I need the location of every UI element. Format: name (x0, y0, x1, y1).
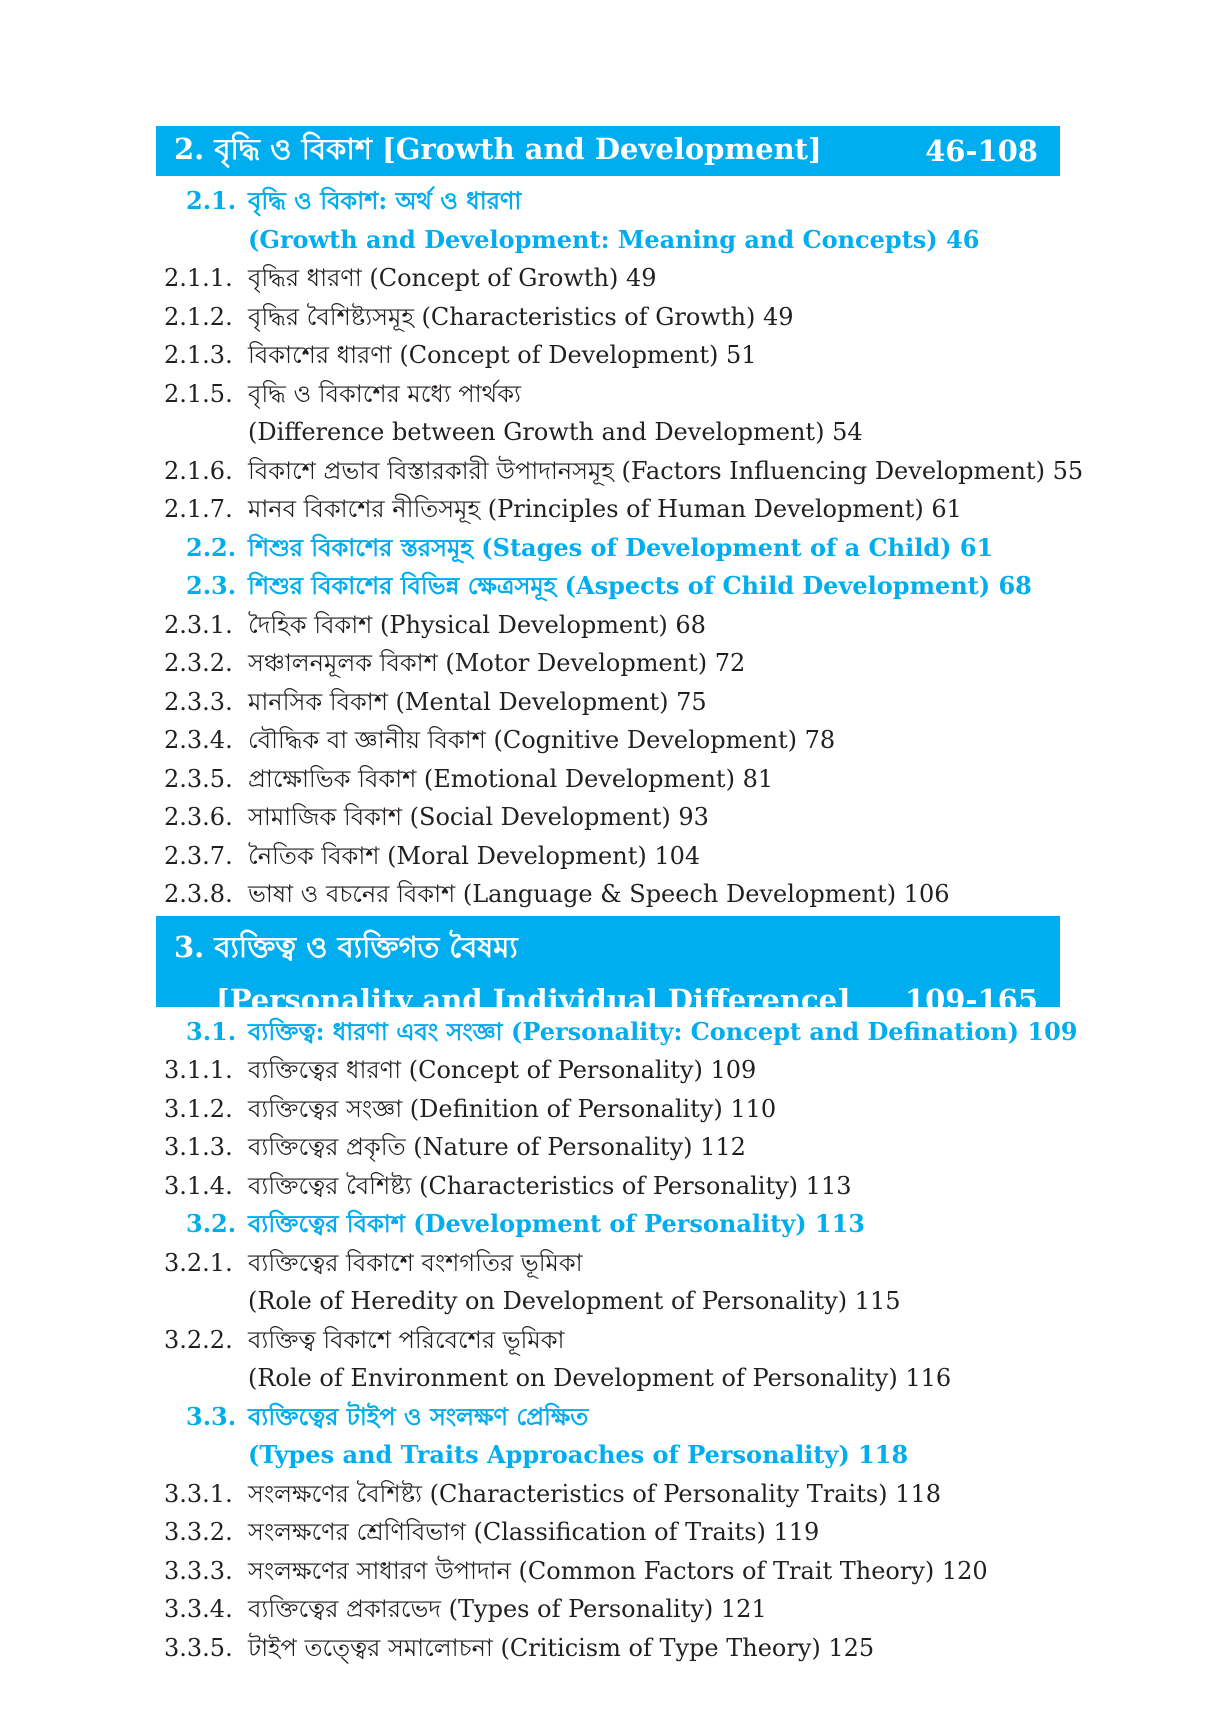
toc-entry[interactable] (156, 1590, 1060, 1629)
toc-entry[interactable] (156, 490, 1060, 529)
entry-number: 3.3.1. (164, 1479, 233, 1508)
toc-entry[interactable] (156, 1552, 1060, 1591)
entry-number: 2.1.6. (164, 456, 233, 485)
toc-entry[interactable] (156, 375, 1060, 414)
toc-entry[interactable] (156, 1475, 1060, 1514)
entry-number: 3.3. (186, 1401, 237, 1431)
chapter-3-title-line2-row (174, 983, 1038, 1017)
entry-number: 2.3.8. (164, 880, 233, 908)
entry-number: 3.2.2. (164, 1325, 233, 1354)
entry-number: 2.3. (186, 571, 237, 600)
entry-text: ব্যক্তিত্বের বৈশিষ্ট্য (Characteristics of Personality) 113 (248, 1171, 852, 1200)
entry-text: বিকাশের ধারণা (Concept of Development) 51 (248, 341, 757, 369)
chapter-3-title-line1: 3. ব্যক্তিত্ব ও ব্যক্তিগত বৈষম্য (174, 929, 518, 964)
entry-text: শিশুর বিকাশের বিভিন্ন ক্ষেত্রসমূহ (Aspects of Child Development) 68 (248, 571, 1032, 600)
entry-text: (Types and Traits Approaches of Personality) 118 (248, 1440, 909, 1469)
entry-number: 3.1.2. (164, 1094, 233, 1123)
toc-entry[interactable] (156, 760, 1060, 799)
toc-entry[interactable] (156, 1244, 1060, 1283)
toc-section[interactable] (156, 567, 1060, 606)
toc-entry-continued (156, 413, 1060, 452)
entry-number: 2.3.1. (164, 610, 233, 639)
toc-entry-continued (156, 1282, 1060, 1321)
chapter-2-title: 2. বৃদ্ধি ও বিকাশ [Growth and Development] (174, 131, 822, 166)
toc-entry[interactable] (156, 1629, 1060, 1668)
toc-entry[interactable] (156, 336, 1060, 375)
entry-number: 2.1. (186, 186, 237, 215)
entry-number: 2.3.4. (164, 726, 233, 754)
entry-number: 2.1.7. (164, 495, 233, 523)
entry-number: 3.2. (186, 1209, 237, 1238)
entry-text: ব্যক্তিত্ব: ধারণা এবং সংজ্ঞা (Personality: Concept and Defination) 109 (248, 1016, 1078, 1046)
chapter-3-title-line2: [Personality and Individual Difference] (216, 982, 851, 1017)
entry-number: 2.2. (186, 532, 237, 562)
entry-number: 3.3.3. (164, 1556, 233, 1585)
entry-number: 3.3.4. (164, 1595, 233, 1623)
toc-entry[interactable] (156, 259, 1060, 298)
entry-text: বৃদ্ধির বৈশিষ্ট্যসমূহ (Characteristics of Growth) 49 (248, 302, 794, 331)
entry-text: (Role of Environment on Development of Personality) 116 (248, 1364, 952, 1392)
chapter-3-header (156, 916, 1060, 1017)
chapter-2-header (156, 126, 1060, 176)
toc-entry[interactable] (156, 875, 1060, 914)
toc-entry[interactable] (156, 1321, 1060, 1360)
entry-text: টাইপ তত্ত্বের সমালোচনা (Criticism of Type Theory) 125 (248, 1633, 875, 1662)
entry-number: 2.3.2. (164, 649, 233, 677)
chapter-2-entries (156, 182, 1084, 914)
entry-text: (Role of Heredity on Development of Personality) 115 (248, 1287, 901, 1315)
entry-number: 2.1.2. (164, 302, 233, 331)
entry-text: সংলক্ষণের শ্রেণিবিভাগ (Classification of Traits) 119 (248, 1518, 820, 1546)
entry-text: দৈহিক বিকাশ (Physical Development) 68 (248, 610, 706, 639)
entry-number: 2.3.5. (164, 764, 233, 793)
entry-number: 3.1.3. (164, 1133, 233, 1161)
entry-text: মানসিক বিকাশ (Mental Development) 75 (248, 687, 707, 716)
entry-text: মানব বিকাশের নীতিসমূহ (Principles of Human Development) 61 (248, 495, 962, 523)
entry-number: 2.1.1. (164, 264, 233, 292)
entry-text: বৃদ্ধির ধারণা (Concept of Growth) 49 (248, 264, 657, 292)
toc-entry[interactable] (156, 798, 1060, 837)
entry-text: ব্যক্তিত্বের প্রকৃতি (Nature of Personality) 112 (248, 1133, 746, 1161)
toc-entry[interactable] (156, 1090, 1060, 1129)
entry-text: নৈতিক বিকাশ (Moral Development) 104 (248, 841, 701, 870)
entry-text: সঞ্চালনমূলক বিকাশ (Motor Development) 72 (248, 649, 746, 677)
toc-entry[interactable] (156, 298, 1060, 337)
entry-text: ব্যক্তিত্বের ধারণা (Concept of Personality) 109 (248, 1056, 757, 1084)
toc-entry[interactable] (156, 1513, 1060, 1552)
entry-text: ব্যক্তিত্বের সংজ্ঞা (Definition of Personality) 110 (248, 1094, 777, 1123)
entry-text: সংলক্ষণের সাধারণ উপাদান (Common Factors of Trait Theory) 120 (248, 1556, 988, 1585)
entry-text: বিকাশে প্রভাব বিস্তারকারী উপাদানসমূহ (Factors Influencing Development) 55 (248, 456, 1084, 485)
entry-text: সংলক্ষণের বৈশিষ্ট্য (Characteristics of Personality Traits) 118 (248, 1479, 941, 1508)
entry-text: ব্যক্তিত্বের প্রকারভেদ (Types of Personality) 121 (248, 1595, 767, 1623)
toc-section-continued (156, 221, 1060, 260)
entry-text: (Difference between Growth and Development) 54 (248, 418, 863, 446)
toc-entry[interactable] (156, 1128, 1060, 1167)
chapter-3-pages: 109-165 (904, 982, 1038, 1017)
chapter-2-pages: 46-108 (925, 134, 1038, 168)
toc-entry[interactable] (156, 1051, 1060, 1090)
entry-number: 2.3.3. (164, 687, 233, 716)
entry-number: 3.2.1. (164, 1248, 233, 1277)
chapter-3-entries (156, 1013, 1078, 1668)
entry-text: বৌদ্ধিক বা জ্ঞানীয় বিকাশ (Cognitive Development) 78 (248, 726, 836, 754)
entry-text: বৃদ্ধি ও বিকাশের মধ্যে পার্থক্য (248, 379, 521, 408)
entry-text: ভাষা ও বচনের বিকাশ (Language & Speech Development) 106 (248, 880, 950, 908)
entry-number: 3.1.4. (164, 1171, 233, 1200)
toc-entry[interactable] (156, 644, 1060, 683)
entry-text: ব্যক্তিত্বের টাইপ ও সংলক্ষণ প্রেক্ষিত (248, 1401, 589, 1431)
entry-text: ব্যক্তিত্বের বিকাশ (Development of Personality) 113 (248, 1209, 866, 1238)
toc-entry[interactable] (156, 452, 1084, 491)
entry-number: 3.1.1. (164, 1056, 233, 1084)
toc-section[interactable] (156, 1398, 1060, 1437)
entry-text: সামাজিক বিকাশ (Social Development) 93 (248, 803, 709, 831)
entry-number: 2.3.7. (164, 841, 233, 870)
toc-section[interactable] (156, 182, 1060, 221)
toc-section-continued (156, 1436, 1060, 1475)
entry-text: (Growth and Development: Meaning and Concepts) 46 (248, 224, 980, 254)
entry-text: ব্যক্তিত্ব বিকাশে পরিবেশের ভূমিকা (248, 1325, 565, 1354)
toc-entry-continued (156, 1359, 1060, 1398)
toc-entry[interactable] (156, 1167, 1060, 1206)
toc-entry[interactable] (156, 837, 1060, 876)
toc-section[interactable] (156, 1205, 1060, 1244)
entry-text: শিশুর বিকাশের স্তরসমূহ (Stages of Development of a Child) 61 (248, 532, 994, 562)
entry-number: 2.1.3. (164, 341, 233, 369)
entry-number: 3.3.2. (164, 1518, 233, 1546)
entry-text: বৃদ্ধি ও বিকাশ: অর্থ ও ধারণা (248, 186, 522, 215)
toc-entry[interactable] (156, 721, 1060, 760)
toc-entry[interactable] (156, 683, 1060, 722)
toc-section[interactable] (156, 1013, 1078, 1052)
entry-number: 2.1.5. (164, 379, 233, 408)
entry-text: ব্যক্তিত্বের বিকাশে বংশগতির ভূমিকা (248, 1248, 583, 1277)
toc-section[interactable] (156, 529, 1060, 568)
entry-number: 2.3.6. (164, 803, 233, 831)
toc-entry[interactable] (156, 606, 1060, 645)
entry-text: প্রাক্ষোভিক বিকাশ (Emotional Development) 81 (248, 764, 774, 793)
table-of-contents (156, 126, 1084, 1667)
entry-number: 3.1. (186, 1016, 237, 1046)
entry-number: 3.3.5. (164, 1633, 233, 1662)
